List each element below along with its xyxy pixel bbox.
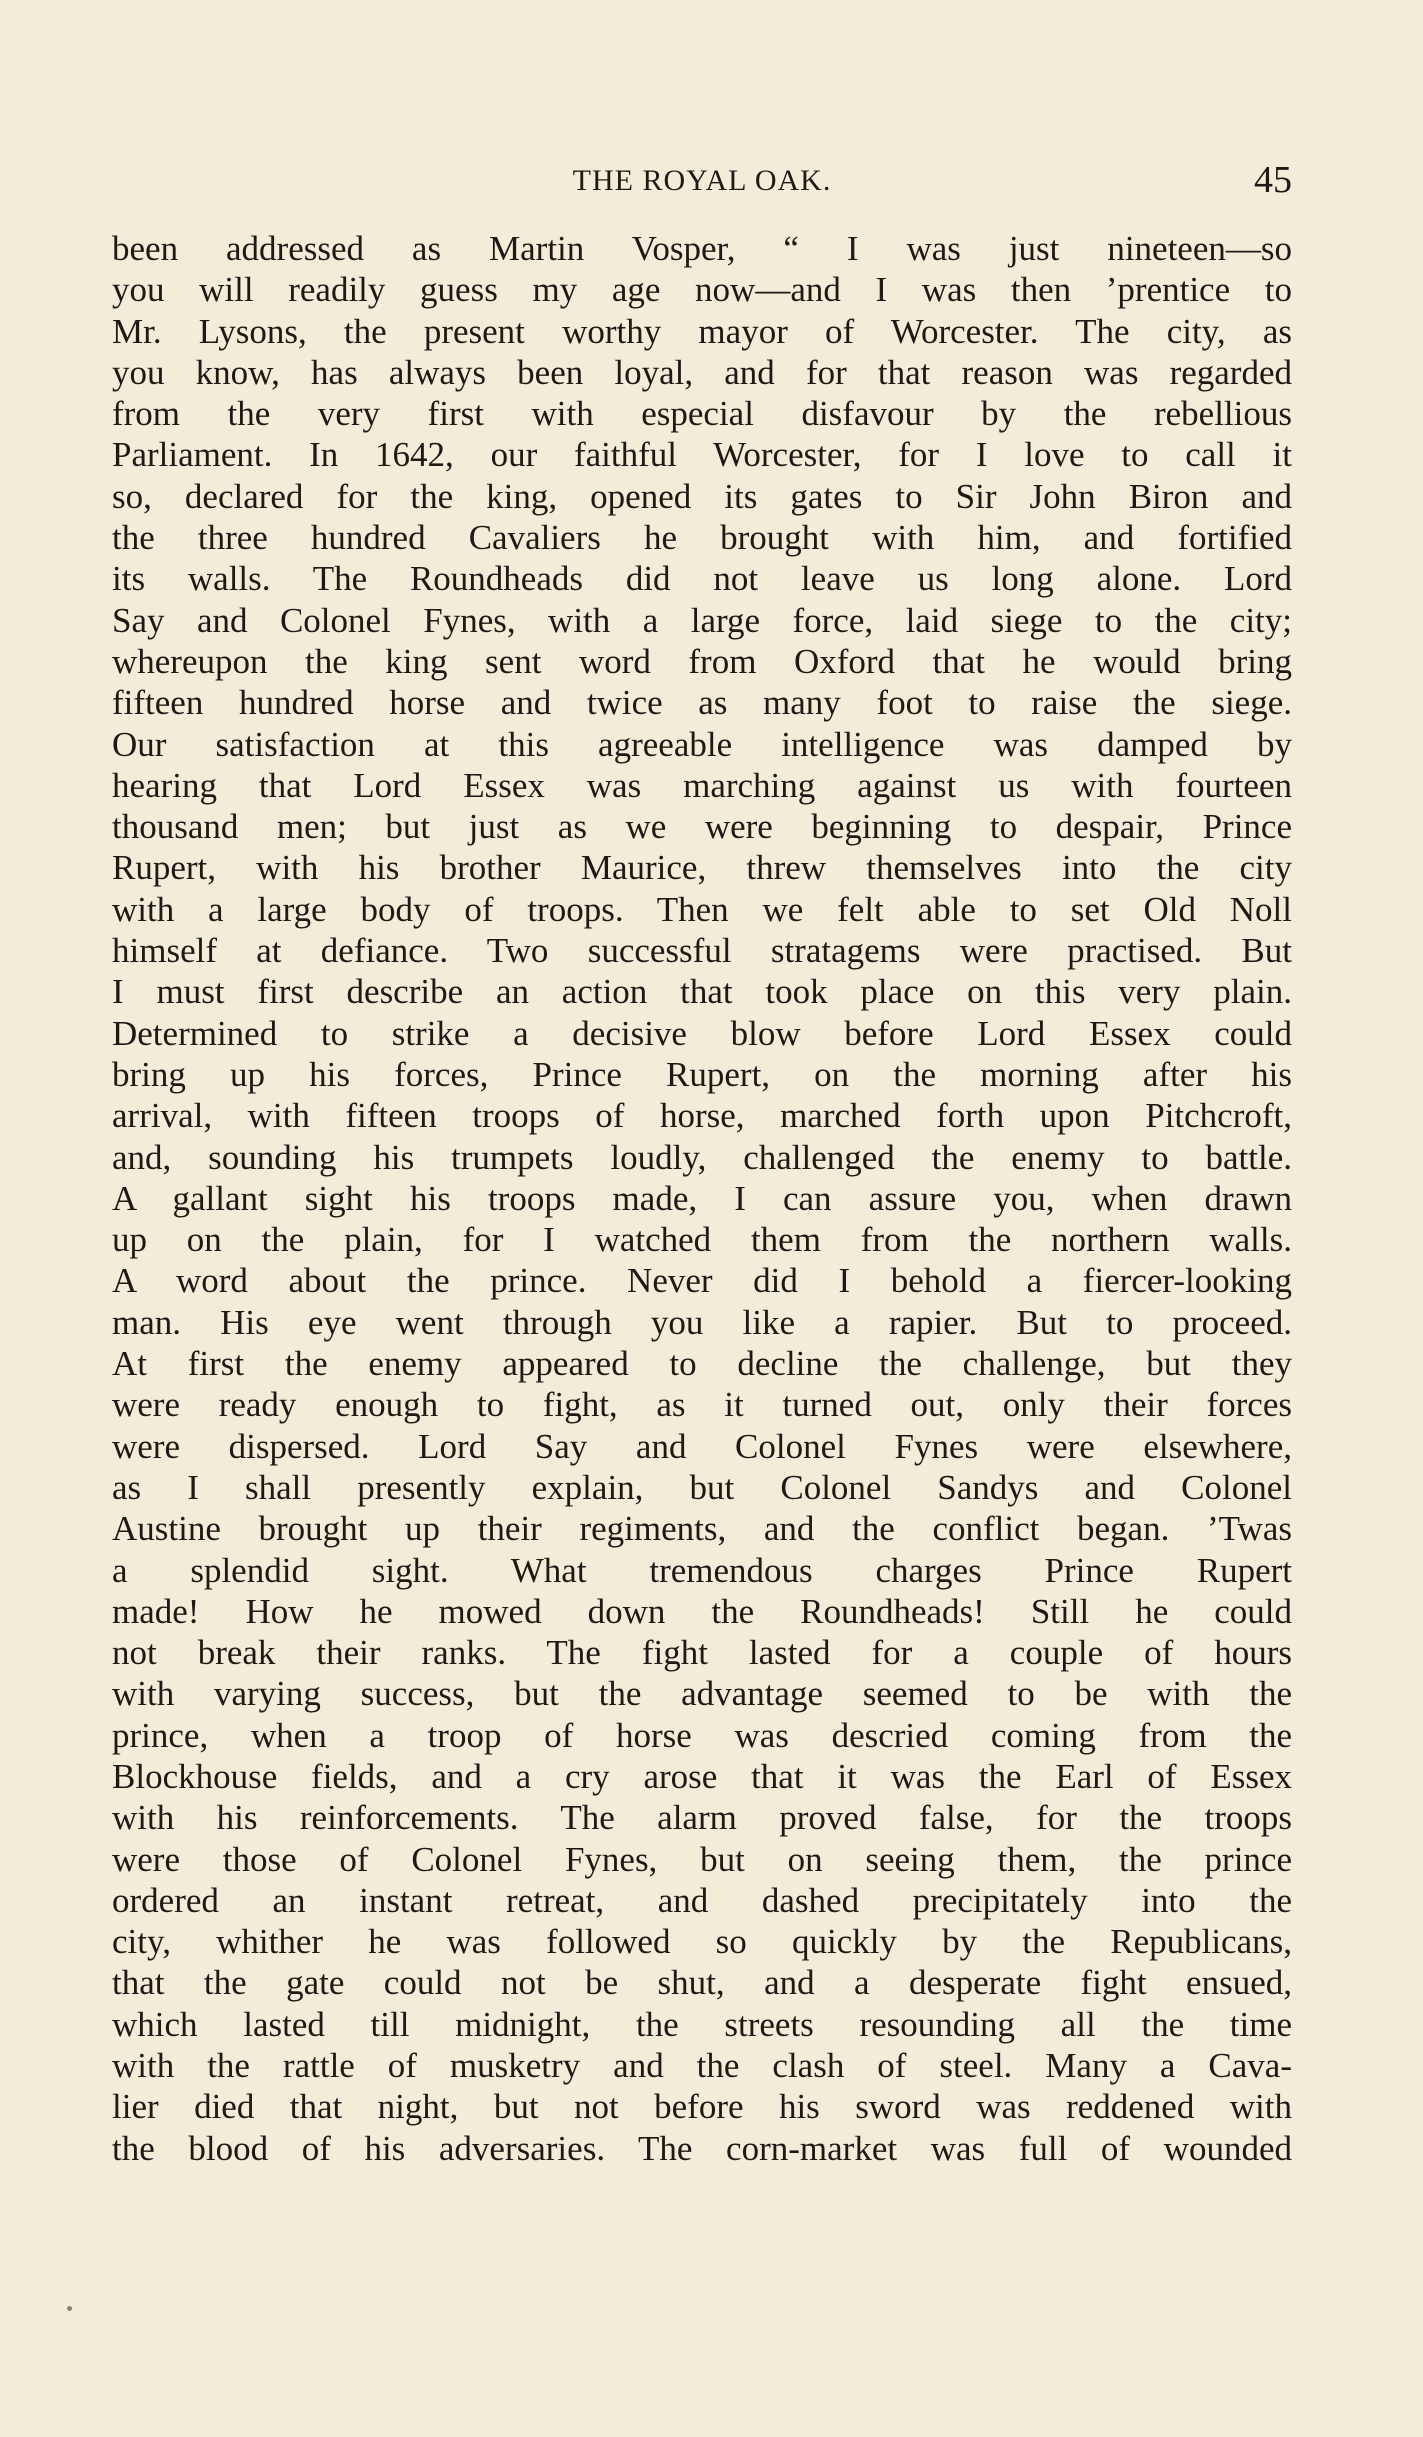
- text-line: not break their ranks. The fight lasted for a couple of hours: [112, 1633, 1292, 1673]
- text-line: Our satisfaction at this agreeable intelligence was damped by: [112, 724, 1292, 764]
- text-line: its walls. The Roundheads did not leave us long alone. Lord: [112, 559, 1292, 599]
- text-line: hearing that Lord Essex was marching against us with fourteen: [112, 765, 1292, 805]
- text-line: been addressed as Martin Vosper, “ I was just nineteen—so: [112, 229, 1292, 268]
- text-line: made! How he mowed down the Roundheads! Still he could: [112, 1591, 1292, 1631]
- text-line: were ready enough to fight, as it turned out, only their forces: [112, 1385, 1292, 1425]
- text-line: himself at defiance. Two successful stratagems were practised. But: [112, 931, 1292, 971]
- text-line: Mr. Lysons, the present worthy mayor of Worcester. The city, as: [112, 311, 1292, 351]
- text-line: a splendid sight. What tremendous charges Prince Rupert: [112, 1550, 1292, 1590]
- text-line: from the very first with especial disfavour by the rebellious: [112, 394, 1292, 434]
- text-line: as I shall presently explain, but Colonel Sandys and Colonel: [112, 1467, 1292, 1507]
- text-line: ordered an instant retreat, and dashed precipitately into the: [112, 1880, 1292, 1920]
- page-number: 45: [1254, 159, 1292, 201]
- text-line: A word about the prince. Never did I behold a fiercer-looking: [112, 1261, 1292, 1301]
- running-title: THE ROYAL OAK.: [572, 164, 832, 197]
- text-line: you know, has always been loyal, and for that reason was regarded: [112, 352, 1292, 392]
- text-line: At first the enemy appeared to decline the challenge, but they: [112, 1344, 1292, 1384]
- text-line: bring up his forces, Prince Rupert, on the morning after his: [112, 1054, 1292, 1094]
- text-line: Austine brought up their regiments, and the conflict began. ’Twas: [112, 1509, 1292, 1549]
- text-line: were dispersed. Lord Say and Colonel Fynes were elsewhere,: [112, 1426, 1292, 1466]
- text-line: whereupon the king sent word from Oxford that he would bring: [112, 641, 1292, 681]
- text-line: prince, when a troop of horse was descried coming from the: [112, 1715, 1292, 1755]
- text-line: with his reinforcements. The alarm proved false, for the troops: [112, 1798, 1292, 1838]
- text-line: with the rattle of musketry and the clash of steel. Many a Cava-: [112, 2046, 1292, 2086]
- text-line: Determined to strike a decisive blow before Lord Essex could: [112, 1013, 1292, 1053]
- text-line: Blockhouse fields, and a cry arose that it was the Earl of Essex: [112, 1756, 1292, 1796]
- text-line: which lasted till midnight, the streets resounding all the time: [112, 2004, 1292, 2044]
- text-line: Parliament. In 1642, our faithful Worcester, for I love to call it: [112, 435, 1292, 475]
- ink-speck: [67, 2306, 72, 2311]
- text-line: thousand men; but just as we were beginning to despair, Prince: [112, 807, 1292, 847]
- body-text: [112, 228, 1292, 2169]
- running-head: [112, 158, 1292, 204]
- text-line: so, declared for the king, opened its gates to Sir John Biron and: [112, 476, 1292, 516]
- text-line: city, whither he was followed so quickly by the Republicans,: [112, 1922, 1292, 1962]
- text-line: A gallant sight his troops made, I can assure you, when drawn: [112, 1178, 1292, 1218]
- text-line: with varying success, but the advantage seemed to be with the: [112, 1674, 1292, 1714]
- text-line: the three hundred Cavaliers he brought with him, and fortified: [112, 518, 1292, 558]
- text-line: Say and Colonel Fynes, with a large force, laid siege to the city;: [112, 600, 1292, 640]
- text-line: with a large body of troops. Then we felt able to set Old Noll: [112, 889, 1292, 929]
- text-line: fifteen hundred horse and twice as many foot to raise the siege.: [112, 683, 1292, 723]
- text-line: man. His eye went through you like a rapier. But to proceed.: [112, 1302, 1292, 1342]
- text-line: were those of Colonel Fynes, but on seeing them, the prince: [112, 1839, 1292, 1879]
- text-line: Rupert, with his brother Maurice, threw themselves into the city: [112, 848, 1292, 888]
- text-line: that the gate could not be shut, and a desperate fight ensued,: [112, 1963, 1292, 2003]
- text-line: and, sounding his trumpets loudly, challenged the enemy to battle.: [112, 1137, 1292, 1177]
- text-line: you will readily guess my age now—and I was then ’prentice to: [112, 270, 1292, 310]
- text-line: up on the plain, for I watched them from the northern walls.: [112, 1220, 1292, 1260]
- text-line: lier died that night, but not before his sword was reddened with: [112, 2087, 1292, 2127]
- text-line: the blood of his adversaries. The corn-market was full of wounded: [112, 2128, 1292, 2168]
- text-line: I must first describe an action that took place on this very plain.: [112, 972, 1292, 1012]
- text-line: arrival, with fifteen troops of horse, marched forth upon Pitchcroft,: [112, 1096, 1292, 1136]
